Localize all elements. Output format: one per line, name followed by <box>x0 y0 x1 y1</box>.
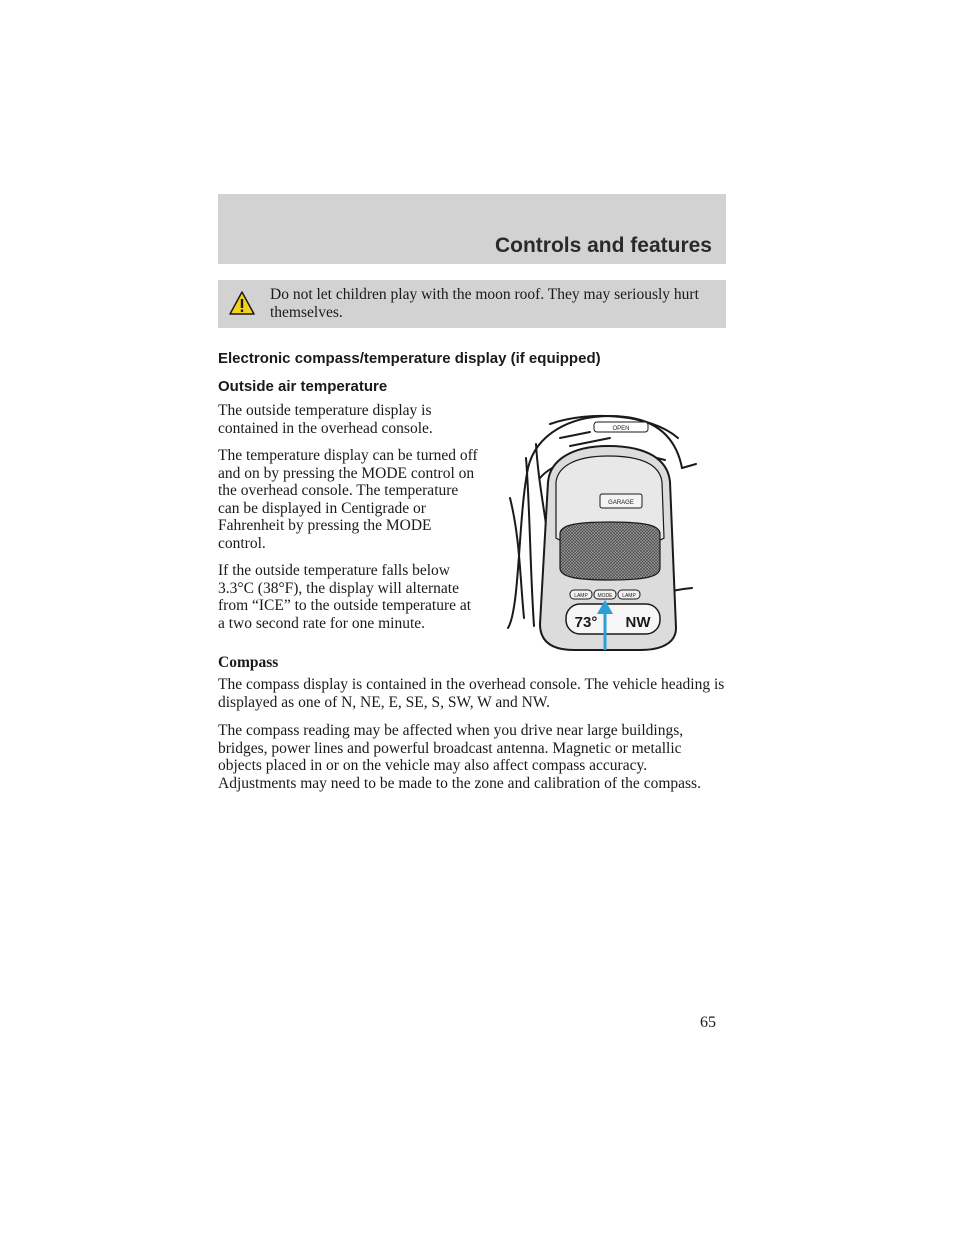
subsection-heading-outside-temp: Outside air temperature <box>218 378 388 395</box>
warning-box <box>218 280 726 328</box>
lamp-left-label: LAMP <box>574 593 588 599</box>
outside-temp-para-2: The temperature display can be turned off and on by pressing the MODE control on the overhead console. The temperature can be displayed in Centigrade or Fahrenheit by pressing the MODE control. <box>218 447 478 552</box>
heading-readout: NW <box>625 614 651 631</box>
open-label: OPEN <box>612 426 630 432</box>
warning-text: Do not let children play with the moon roof. They may seriously hurt themselves. <box>270 286 699 321</box>
subsection-heading-compass: Compass <box>218 654 279 671</box>
section-heading: Electronic compass/temperature display (if equipped) <box>218 350 601 367</box>
header-band <box>218 194 726 264</box>
speaker-grille <box>560 522 660 580</box>
mode-label: MODE <box>597 593 613 599</box>
lamp-right-label: LAMP <box>622 593 636 599</box>
garage-label: GARAGE <box>608 500 634 506</box>
temperature-readout: 73° <box>574 614 598 631</box>
compass-para-1: The compass display is contained in the overhead console. The vehicle heading is displayed as one of N, NE, E, SE, S, SW, W and NW. <box>218 676 725 711</box>
outside-temp-para-1: The outside temperature display is contained in the overhead console. <box>218 402 433 437</box>
outside-temp-para-3: If the outside temperature falls below 3.3°C (38°F), the display will alternate from “ICE” to the outside temperature at a two second rate for one minute. <box>218 562 472 632</box>
page-title: Controls and features <box>494 234 712 257</box>
compass-para-2: The compass reading may be affected when you drive near large buildings, bridges, power lines and powerful broadcast antenna. Magnetic or metallic objects placed in or on the vehicle may also affect compass accuracy. Adjustments may need to be made to the zone and calibration of the compass. <box>218 722 701 792</box>
page-number: 65 <box>700 1014 716 1031</box>
warning-triangle-icon <box>228 290 256 316</box>
overhead-console-figure <box>500 398 700 658</box>
